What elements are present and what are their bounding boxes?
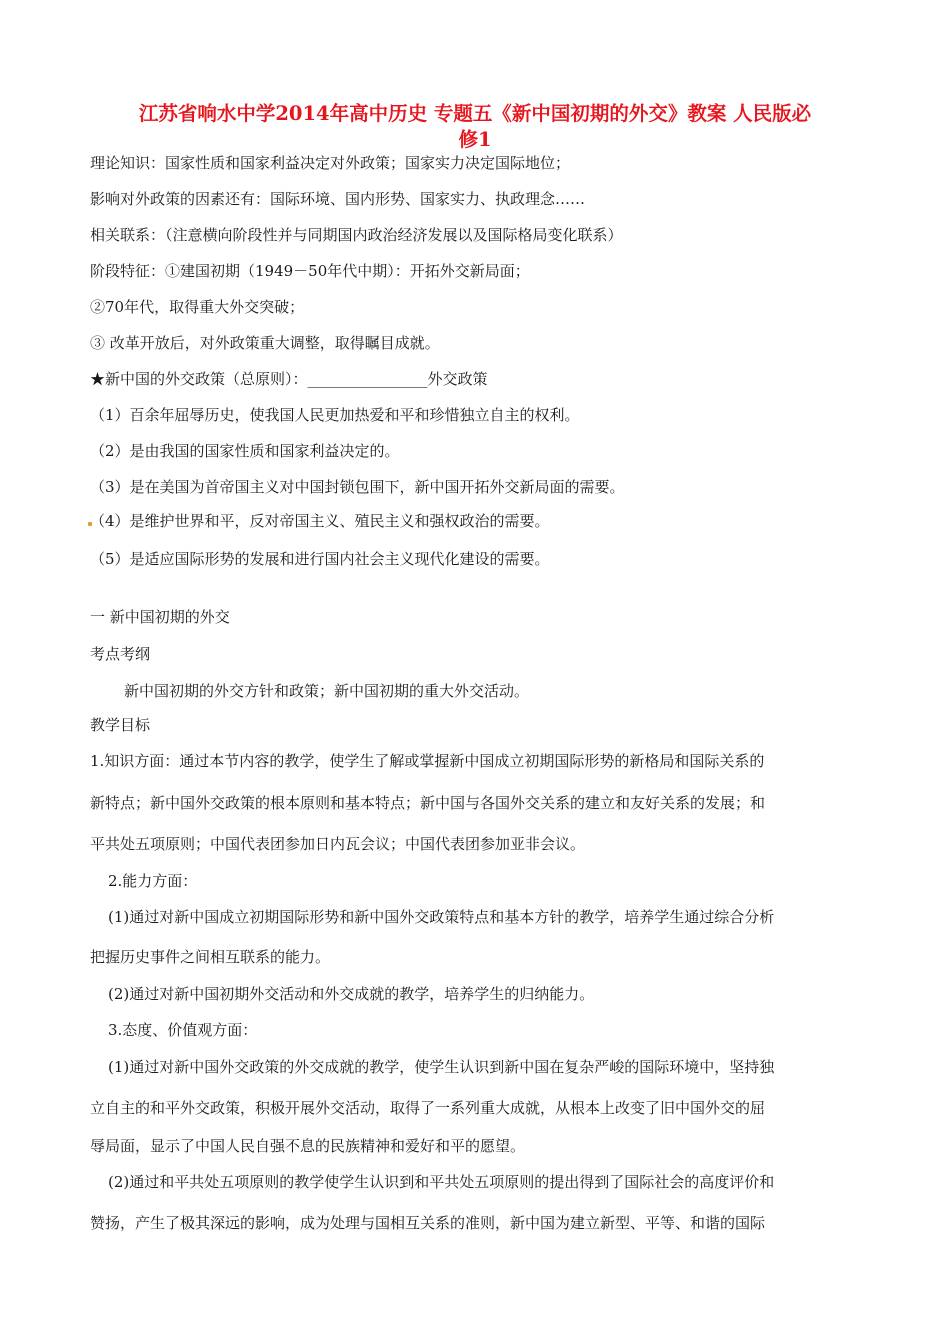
knowledge-goal-line-2: 新特点；新中国外交政策的根本原则和基本特点；新中国与各国外交关系的建立和友好关系的发展；和 bbox=[90, 794, 766, 812]
document-title-line-1: 江苏省响水中学2014年高中历史 专题五《新中国初期的外交》教案 人民版必 bbox=[138, 102, 812, 125]
ability-goal-line-2: 把握历史事件之间相互联系的能力。 bbox=[90, 948, 331, 966]
knowledge-goal-line-3: 平共处五项原则；中国代表团参加日内瓦会议；中国代表团参加亚非会议。 bbox=[90, 835, 586, 853]
stage-feature-line-3: ③ 改革开放后，对外政策重大调整，取得瞩目成就。 bbox=[90, 334, 440, 352]
attitude-goal-line-5: 赞扬，产生了极其深远的影响，成为处理与国相互关系的准则，新中国为建立新型、平等、和谐的国际 bbox=[90, 1214, 766, 1232]
theory-knowledge-line: 理论知识：国家性质和国家利益决定对外政策；国家实力决定国际地位； bbox=[90, 154, 571, 172]
teaching-goals-label: 教学目标 bbox=[90, 716, 151, 734]
reason-item-3: （3）是在美国为首帝国主义对中国封锁包围下，新中国开拓外交新局面的需要。 bbox=[90, 478, 625, 496]
section-heading: 一 新中国初期的外交 bbox=[90, 608, 230, 626]
foreign-policy-principle-line: ★新中国的外交政策（总原则）：________________外交政策 bbox=[90, 370, 488, 388]
knowledge-goal-line-1: 1.知识方面：通过本节内容的教学，使学生了解或掌握新中国成立初期国际形势的新格局和国际关系的 bbox=[90, 752, 765, 770]
attitude-goal-line-1: (1)通过对新中国外交政策的外交成就的教学，使学生认识到新中国在复杂严峻的国际环境中，坚持独 bbox=[108, 1058, 775, 1076]
reason-item-2: （2）是由我国的国家性质和国家利益决定的。 bbox=[90, 442, 400, 460]
influence-factors-line: 影响对外政策的因素还有：国际环境、国内形势、国家实力、执政理念…… bbox=[90, 190, 586, 208]
reason-item-1: （1）百余年屈辱历史，使我国人民更加热爱和平和珍惜独立自主的权利。 bbox=[90, 406, 580, 424]
attitude-goal-line-2: 立自主的和平外交政策，积极开展外交活动，取得了一系列重大成就，从根本上改变了旧中国外交的屈 bbox=[90, 1099, 766, 1117]
ability-goal-label: 2.能力方面： bbox=[108, 872, 198, 890]
attitude-goal-line-4: (2)通过和平共处五项原则的教学使学生认识到和平共处五项原则的提出得到了国际社会的高度评价和 bbox=[108, 1173, 775, 1191]
stage-feature-line-1: 阶段特征：①建国初期（1949－50年代中期）：开拓外交新局面； bbox=[90, 262, 530, 280]
stage-feature-line-2: ②70年代，取得重大外交突破； bbox=[90, 298, 305, 316]
ability-goal-line-1: (1)通过对新中国成立初期国际形势和新中国外交政策特点和基本方针的教学，培养学生通过综合分析 bbox=[108, 908, 775, 926]
document-title-line-2: 修1 bbox=[458, 128, 492, 151]
ability-goal-line-3: (2)通过对新中国初期外交活动和外交成就的教学，培养学生的归纳能力。 bbox=[108, 985, 595, 1003]
related-links-line: 相关联系：（注意横向阶段性并与同期国内政治经济发展以及国际格局变化联系） bbox=[90, 226, 623, 244]
attitude-goal-line-3: 辱局面，显示了中国人民自强不息的民族精神和爱好和平的愿望。 bbox=[90, 1137, 526, 1155]
outline-label: 考点考纲 bbox=[90, 645, 151, 663]
attitude-goal-label: 3.态度、价值观方面： bbox=[108, 1021, 258, 1039]
reason-item-5: （5）是适应国际形势的发展和进行国内社会主义现代化建设的需要。 bbox=[90, 550, 550, 568]
reason-item-4: （4）是维护世界和平，反对帝国主义、殖民主义和强权政治的需要。 bbox=[90, 512, 550, 530]
outline-text: 新中国初期的外交方针和政策；新中国初期的重大外交活动。 bbox=[124, 682, 530, 700]
